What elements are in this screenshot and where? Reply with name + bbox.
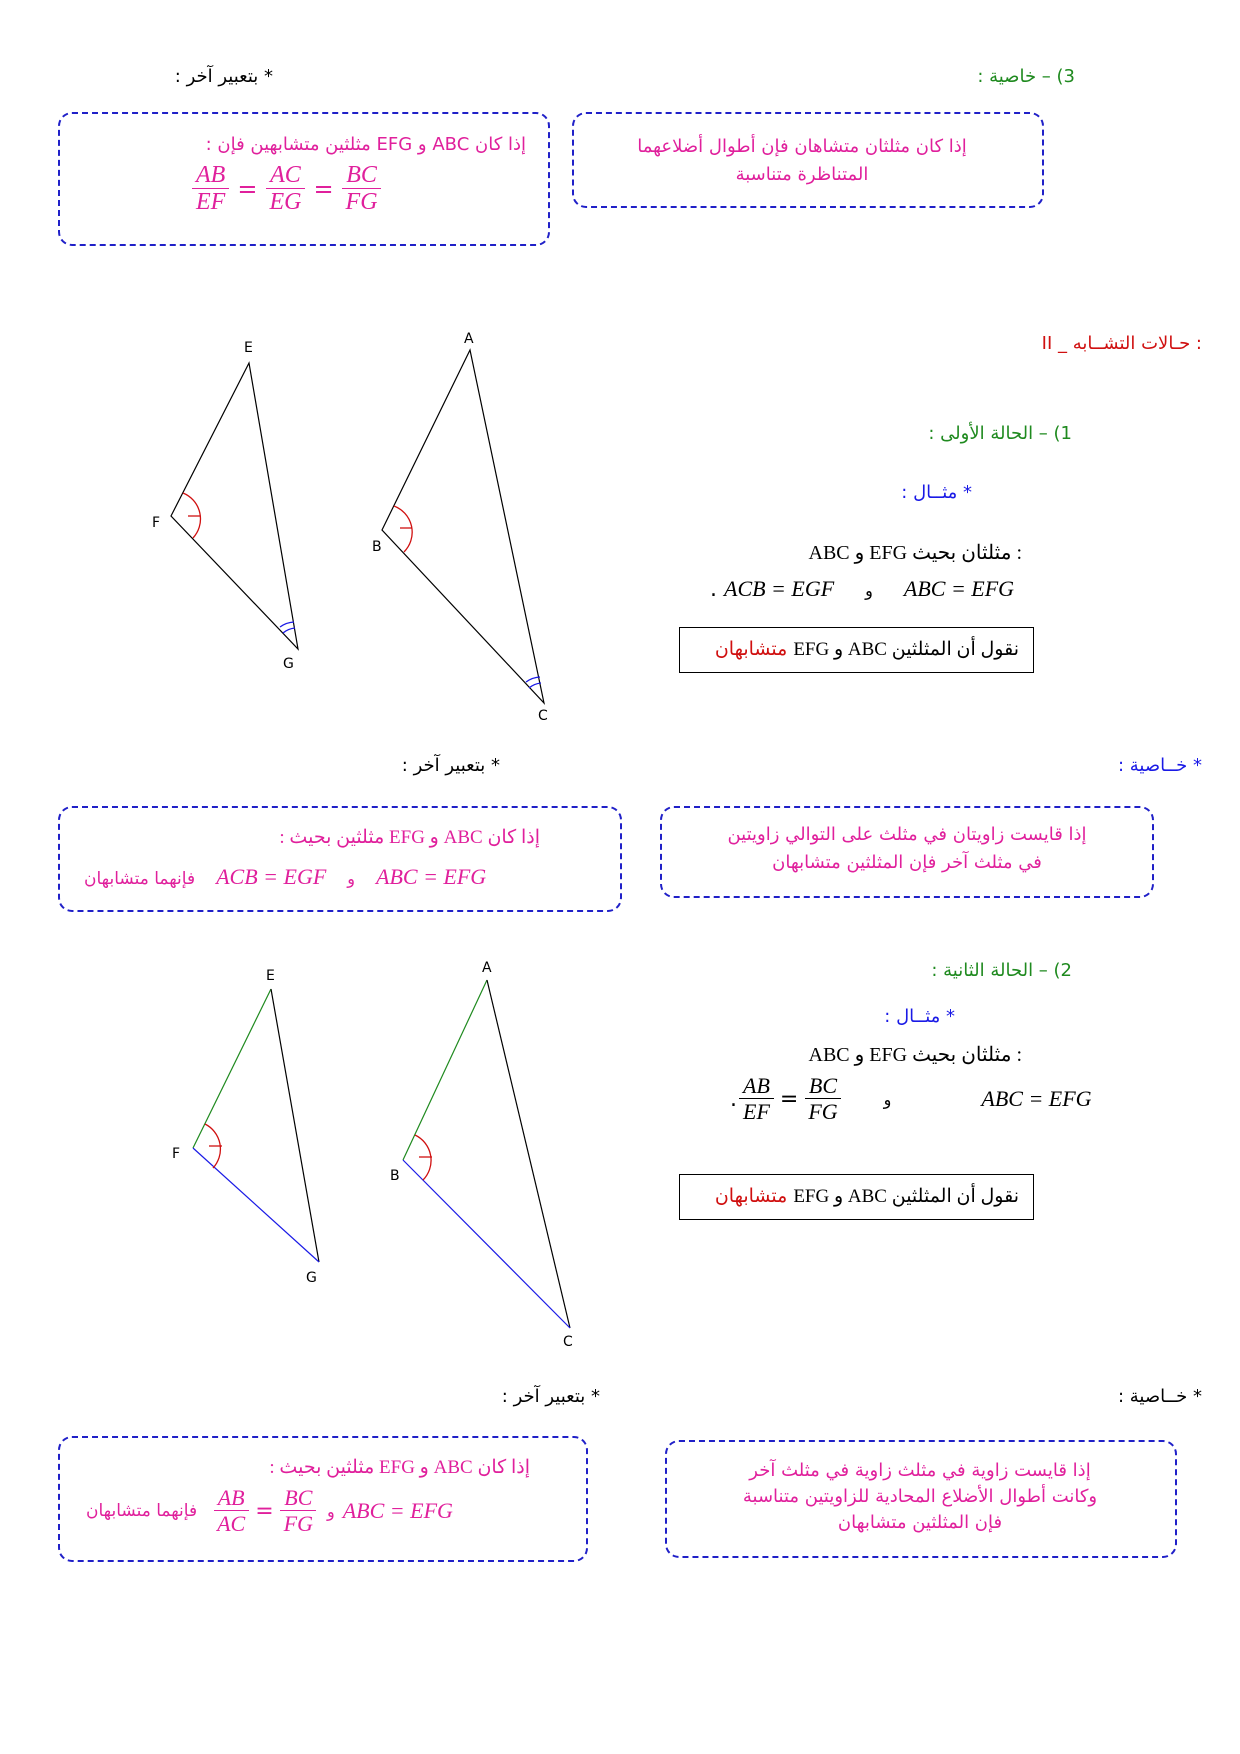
fraction: $\frac{BC}{FG}$ bbox=[804, 1074, 841, 1124]
case2-other-expression: * بتعبير آخر : bbox=[501, 1386, 600, 1407]
case1-heading: 1) – الحالة الأولى : bbox=[928, 423, 1072, 444]
label-e: E bbox=[244, 340, 253, 356]
label-c: C bbox=[538, 708, 548, 720]
case2-property-line2: وكانت أطوال الأضلاع المحادية للزاويتين متناسبة bbox=[742, 1486, 1098, 1507]
triangle-abc bbox=[382, 350, 544, 703]
case2-example-label: * مثــال : bbox=[884, 1006, 955, 1027]
angle-arc-c bbox=[526, 677, 540, 682]
case1-figure bbox=[140, 320, 600, 720]
fraction: $\frac{BC}{FG}$ bbox=[342, 162, 382, 217]
angle-arc-g bbox=[280, 622, 294, 627]
fraction: $\frac{AB}{EF}$ bbox=[192, 162, 229, 217]
side-fg bbox=[193, 1148, 319, 1262]
label-b: B bbox=[390, 1168, 400, 1184]
fraction: $\frac{BC}{FG}$ bbox=[280, 1486, 317, 1536]
side-ef bbox=[193, 989, 271, 1148]
section3-alt-equation: $\frac{AB}{EF}$ = $\frac{AC}{EG}$ = $\frac{BC}{FG}$ bbox=[190, 162, 384, 217]
case2-conclusion-prefix: نقول أن المثلثين ABC و EFG bbox=[793, 1186, 1019, 1207]
case2-alt-line1: إذا كان ABC و EFG مثلثين بحيث : bbox=[269, 1457, 530, 1478]
label-g: G bbox=[283, 656, 294, 672]
case1-property-line2: في مثلث آخر فإن المثلثين متشابهان bbox=[772, 852, 1042, 873]
label-b: B bbox=[372, 539, 382, 555]
cond-left: ACB = EGF bbox=[724, 576, 835, 601]
case2-conclusion-box bbox=[679, 1174, 1034, 1220]
section3-property-line2: المتناظرة متناسبة bbox=[735, 164, 869, 185]
case2-property-line1: إذا قايست زاوية في مثلث زاوية في مثلث آخر bbox=[749, 1460, 1091, 1481]
case2-property-label: * خــاصية : bbox=[1117, 1386, 1202, 1407]
section3-alt-line1: إذا كان ABC و EFG مثلثين متشابهين فإن : bbox=[205, 134, 526, 155]
case1-conclusion-box bbox=[679, 627, 1034, 673]
label-e: E bbox=[266, 968, 275, 984]
case2-cond-angle: ABC = EFG bbox=[981, 1086, 1092, 1112]
angle-arc-c2 bbox=[529, 683, 541, 688]
label-c: C bbox=[563, 1334, 573, 1350]
triangle-efg bbox=[171, 363, 298, 649]
section-II-heading: II _ حـالات التشــابه : bbox=[1041, 333, 1202, 354]
side-ab bbox=[403, 980, 487, 1160]
case1-conditions: . ACB = EGF و ABC = EFG bbox=[710, 576, 1015, 602]
fraction: $\frac{AB}{AC}$ bbox=[213, 1486, 249, 1536]
case1-given: ABC و EFG مثلثان بحيث : bbox=[808, 542, 1022, 564]
fraction: $\frac{AB}{EF}$ bbox=[739, 1074, 774, 1124]
case1-conclusion-prefix: نقول أن المثلثين ABC و EFG bbox=[793, 639, 1019, 660]
label-a: A bbox=[482, 960, 492, 976]
side-eg bbox=[271, 989, 319, 1262]
angle-arc-g2 bbox=[283, 628, 295, 633]
section3-alt-box bbox=[58, 112, 550, 246]
cond-right: ABC = EFG bbox=[903, 576, 1015, 601]
case2-alt-line2: فإنهما متشابهان $\frac{AB}{AC}$ = $\frac{BC}{FG}$ و ABC = EFG bbox=[86, 1485, 453, 1537]
label-f: F bbox=[172, 1146, 181, 1162]
section3-property-line1: إذا كان مثلثان متشاهان فإن أطوال أضلاعهما bbox=[637, 136, 967, 157]
case2-heading: 2) – الحالة الثانية : bbox=[931, 960, 1072, 981]
case1-alt-line2: فإنهما متشابهان ACB = EGF و ABC = EFG bbox=[84, 864, 487, 889]
case2-given: ABC و EFG مثلثان بحيث : bbox=[808, 1044, 1022, 1066]
case1-alt-box bbox=[58, 806, 622, 912]
section3-heading: 3) – خاصية : bbox=[977, 66, 1075, 87]
case1-example-label: * مثــال : bbox=[901, 482, 972, 503]
case1-alt-line1: إذا كان ABC و EFG مثلثين بحيث : bbox=[279, 827, 540, 848]
side-ac bbox=[487, 980, 570, 1328]
case1-property-label: * خــاصية : bbox=[1117, 755, 1202, 776]
case2-conclusion-word: متشابهان bbox=[714, 1185, 788, 1207]
case1-other-expression: * بتعبير آخر : bbox=[401, 755, 500, 776]
case2-property-box bbox=[665, 1440, 1177, 1558]
case1-property-box bbox=[660, 806, 1154, 898]
case2-conditions: . $\frac{AB}{EF}$ = $\frac{BC}{FG}$ و ABC = EFG bbox=[730, 1073, 1092, 1125]
case2-property-line3: فإن المثلثين متشابهان bbox=[837, 1512, 1003, 1533]
case2-figure bbox=[150, 960, 590, 1350]
case2-alt-box bbox=[58, 1436, 588, 1562]
label-g: G bbox=[306, 1270, 317, 1286]
section3-other-expression: * بتعبير آخر : bbox=[174, 66, 273, 87]
fraction: $\frac{AC}{EG}$ bbox=[265, 162, 305, 217]
label-a: A bbox=[464, 331, 474, 347]
case1-property-line1: إذا قايست زاويتان في مثلث على التوالي زاويتين bbox=[727, 824, 1087, 845]
case1-conclusion-word: متشابهان bbox=[714, 638, 788, 660]
side-bc bbox=[403, 1160, 570, 1328]
label-f: F bbox=[152, 515, 161, 531]
section3-property-box bbox=[572, 112, 1044, 208]
